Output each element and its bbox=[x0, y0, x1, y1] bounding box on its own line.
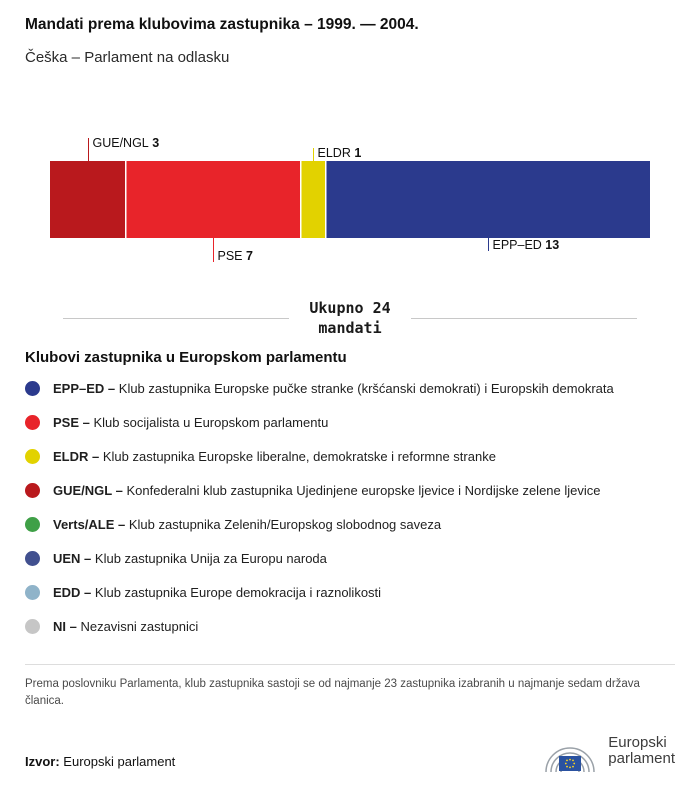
legend-dot-UEN bbox=[25, 551, 40, 566]
total-mandates-row bbox=[63, 298, 637, 339]
ep-logo-line1: Europski bbox=[608, 733, 667, 751]
legend-text-UEN: UEN – Klub zastupnika Unija za Europu naroda bbox=[53, 551, 327, 566]
legend-dot-EDD bbox=[25, 585, 40, 600]
bar-segment-GUE-NGL bbox=[50, 161, 125, 238]
total-line-1: Ukupno 24 bbox=[309, 299, 391, 317]
source bbox=[25, 754, 175, 769]
ep-logo-line2: parlament bbox=[608, 750, 675, 767]
ep-logo bbox=[541, 728, 675, 774]
callout-label-PSE: PSE 7 bbox=[217, 249, 253, 263]
legend-dot-NI bbox=[25, 619, 40, 634]
legend-text-Verts-ALE: Verts/ALE – Klub zastupnika Zelenih/Europskog slobodnog saveza bbox=[53, 517, 442, 532]
ep-logo-text bbox=[608, 735, 675, 767]
legend-item-GUE-NGL bbox=[25, 474, 675, 508]
legend-text-EDD: EDD – Klub zastupnika Europe demokracija i raznolikosti bbox=[53, 585, 382, 600]
legend-dot-PSE bbox=[25, 415, 40, 430]
callout-label-EPP-ED: EPP–ED 13 bbox=[492, 238, 560, 252]
callout-label-ELDR: ELDR 1 bbox=[317, 146, 362, 160]
page-title: Mandati prema klubovima zastupnika – 1999. — 2004. bbox=[25, 16, 419, 33]
callout-line-ELDR bbox=[313, 148, 315, 161]
legend-dot-ELDR bbox=[25, 449, 40, 464]
total-right-rule bbox=[411, 318, 637, 319]
legend-dot-GUE-NGL bbox=[25, 483, 40, 498]
bar-segment-ELDR bbox=[300, 161, 325, 238]
legend-text-ELDR: ELDR – Klub zastupnika Europske liberalne, demokratske i reformne stranke bbox=[53, 449, 496, 464]
eu-flag-icon bbox=[559, 756, 581, 771]
callout-label-GUE-NGL: GUE/NGL 3 bbox=[92, 136, 160, 150]
legend-item-NI bbox=[25, 610, 675, 644]
legend-text-EPP-ED: EPP–ED – Klub zastupnika Europske pučke stranke (kršćanski demokrati) i Europskih demokrata bbox=[53, 381, 614, 396]
legend-item-EDD bbox=[25, 576, 675, 610]
callout-line-GUE-NGL bbox=[88, 138, 90, 161]
legend-dot-EPP-ED bbox=[25, 381, 40, 396]
legend-item-ELDR bbox=[25, 440, 675, 474]
footer bbox=[25, 728, 675, 774]
legend-item-PSE bbox=[25, 406, 675, 440]
seats-bar bbox=[50, 161, 650, 238]
total-mandates-label bbox=[309, 298, 390, 339]
legend-dot-Verts-ALE bbox=[25, 517, 40, 532]
bar-segment-PSE bbox=[125, 161, 300, 238]
legend-text-NI: NI – Nezavisni zastupnici bbox=[53, 619, 199, 634]
legend bbox=[25, 372, 675, 644]
seats-stacked-bar-chart bbox=[50, 126, 650, 268]
callout-line-EPP-ED bbox=[488, 238, 490, 251]
legend-item-UEN bbox=[25, 542, 675, 576]
source-label: Izvor: bbox=[25, 754, 60, 769]
legend-text-GUE-NGL: GUE/NGL – Konfederalni klub zastupnika Ujedinjene europske ljevice i Nordijske zelene ljevice bbox=[53, 483, 601, 498]
legend-item-EPP-ED bbox=[25, 372, 675, 406]
legend-text-PSE: PSE – Klub socijalista u Europskom parlamentu bbox=[53, 415, 329, 430]
source-value: Europski parlament bbox=[63, 754, 176, 769]
total-left-rule bbox=[63, 318, 289, 319]
bar-segment-EPP-ED bbox=[325, 161, 650, 238]
legend-item-Verts-ALE bbox=[25, 508, 675, 542]
legend-title: Klubovi zastupnika u Europskom parlamentu bbox=[25, 348, 347, 366]
page-subtitle: Češka – Parlament na odlasku bbox=[25, 49, 230, 66]
footnote-divider bbox=[25, 664, 675, 665]
ep-hemicycle-icon bbox=[541, 728, 599, 774]
total-line-2: mandati bbox=[318, 319, 382, 338]
header bbox=[0, 0, 700, 66]
footnote: Prema poslovniku Parlamenta, klub zastupnika sastoji se od najmanje 23 zastupnika izabranih u najmanje sedam država članica. bbox=[25, 677, 640, 708]
callout-line-PSE bbox=[213, 238, 215, 262]
